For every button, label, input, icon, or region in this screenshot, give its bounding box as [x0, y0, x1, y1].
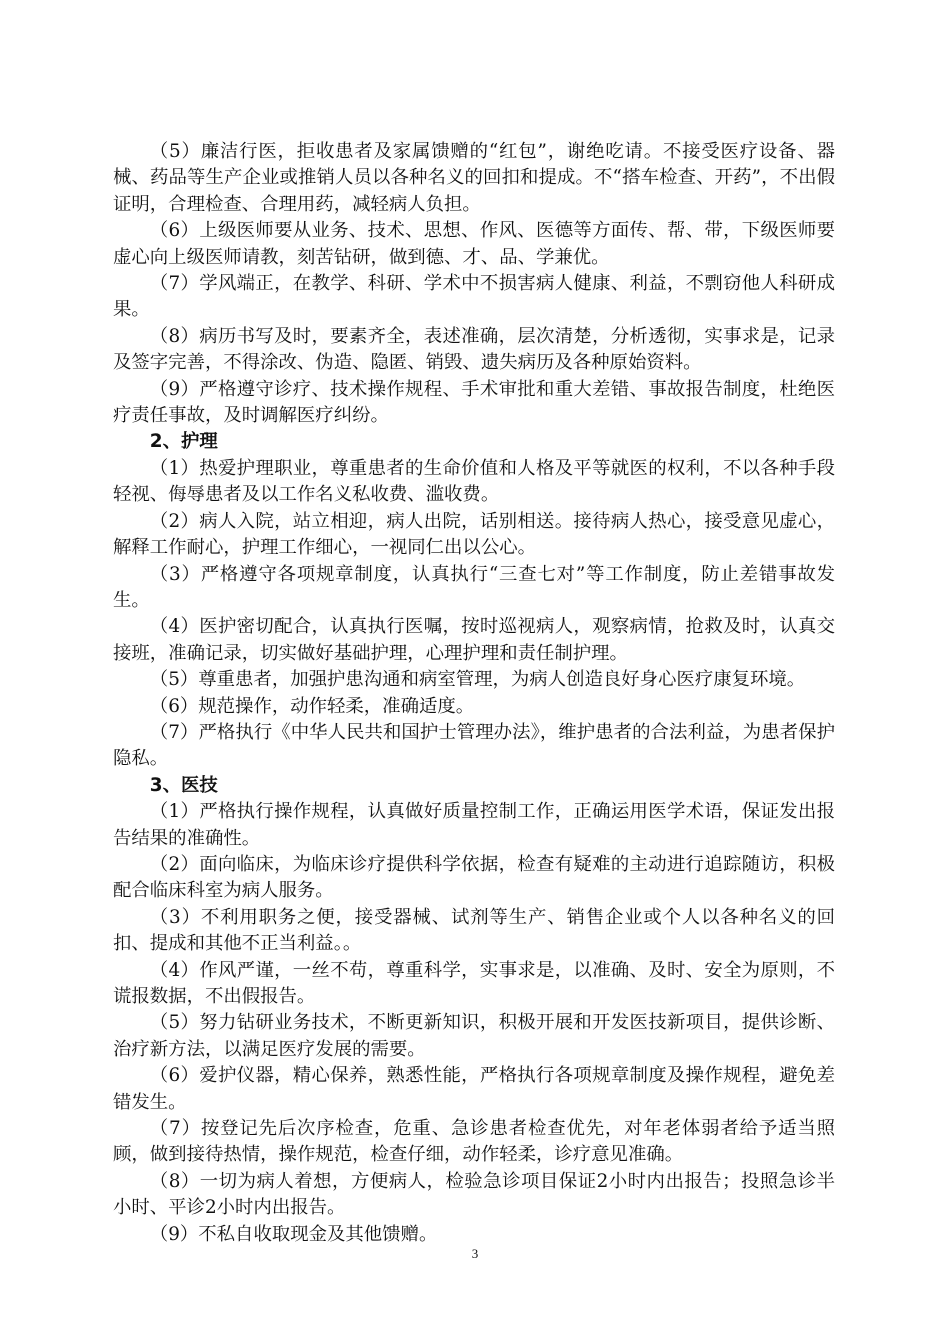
nursing-item-4: （4）医护密切配合，认真执行医嘱，按时巡视病人，观察病情，抢救及时，认真交接班，准确记录，切实做好基础护理，心理护理和责任制护理。	[113, 616, 835, 664]
technician-item-3: （3）不利用职务之便，接受器械、试剂等生产、销售企业或个人以各种名义的回扣、提成和其他不正当利益。。	[113, 906, 835, 955]
nursing-item-6: （6）规范操作，动作轻柔，准确适度。	[149, 695, 475, 717]
doctor-item-6: （6）上级医师要从业务、技术、思想、作风、医德等方面传、帮、带，下级医师要虚心向上级医师请教，刻苦钻研，做到德、才、品、学兼优。	[113, 220, 835, 268]
doctor-item-5: （5）廉洁行医，拒收患者及家属馈赠的“红包”，谢绝吃请。不接受医疗设备、器械、药品等生产企业或推销人员以各种名义的回扣和提成。不“搭车检查、开药”，不出假证明，合理检查、合理用药，减轻病人负担。	[113, 141, 835, 215]
document-body	[113, 139, 835, 1248]
nursing-item-5: （5）尊重患者，加强护患沟通和病室管理，为病人创造良好身心医疗康复环境。	[149, 669, 806, 691]
technician-item-9: （9）不私自收取现金及其他馈赠。	[149, 1223, 438, 1245]
page-number: 3	[471, 1246, 479, 1261]
doctor-item-9: （9）严格遵守诊疗、技术操作规程、手术审批和重大差错、事故报告制度，杜绝医疗责任事故，及时调解医疗纠纷。	[113, 378, 835, 427]
technician-item-1: （1）严格执行操作规程，认真做好质量控制工作，正确运用医学术语，保证发出报告结果的准确性。	[113, 801, 835, 849]
nursing-item-3: （3）严格遵守各项规章制度，认真执行“三查七对”等工作制度，防止差错事故发生。	[113, 563, 835, 611]
technician-item-6: （6）爱护仪器，精心保养，熟悉性能，严格执行各项规章制度及操作规程，避免差错发生。	[113, 1065, 835, 1113]
doctor-item-8: （8）病历书写及时，要素齐全，表述准确，层次清楚，分析透彻，实事求是，记录及签字完善，不得涂改、伪造、隐匿、销毁、遗失病历及各种原始资料。	[113, 325, 835, 374]
technician-item-8: （8）一切为病人着想，方便病人，检验急诊项目保证2小时内出报告；投照急诊半小时、平诊2小时内出报告。	[113, 1170, 835, 1219]
section-heading-technician: 3、医技	[149, 774, 218, 796]
technician-item-4: （4）作风严谨，一丝不苟，尊重科学，实事求是，以准确、及时、安全为原则，不谎报数据，不出假报告。	[113, 959, 835, 1007]
section-heading-nursing: 2、护理	[149, 431, 218, 453]
nursing-item-2: （2）病人入院，站立相迎，病人出院，话别相送。接待病人热心，接受意见虚心，解释工作耐心，护理工作细心，一视同仁出以公心。	[113, 510, 835, 559]
technician-item-7: （7）按登记先后次序检查，危重、急诊患者检查优先，对年老体弱者给予适当照顾，做到接待热情，操作规范，检查仔细，动作轻柔，诊疗意见准确。	[113, 1118, 835, 1166]
technician-item-2: （2）面向临床，为临床诊疗提供科学依据，检查有疑难的主动进行追踪随访，积极配合临床科室为病人服务。	[113, 853, 835, 902]
doctor-item-7: （7）学风端正，在教学、科研、学术中不损害病人健康、利益，不剽窃他人科研成果。	[113, 273, 835, 321]
nursing-item-1: （1）热爱护理职业，尊重患者的生命价值和人格及平等就医的权利，不以各种手段轻视、侮辱患者及以工作名义私收费、滥收费。	[113, 457, 835, 506]
technician-item-5: （5）努力钻研业务技术，不断更新知识，积极开展和开发医技新项目，提供诊断、治疗新方法，以满足医疗发展的需要。	[113, 1012, 835, 1060]
nursing-item-7: （7）严格执行《中华人民共和国护士管理办法》，维护患者的合法利益，为患者保护隐私。	[113, 721, 835, 770]
